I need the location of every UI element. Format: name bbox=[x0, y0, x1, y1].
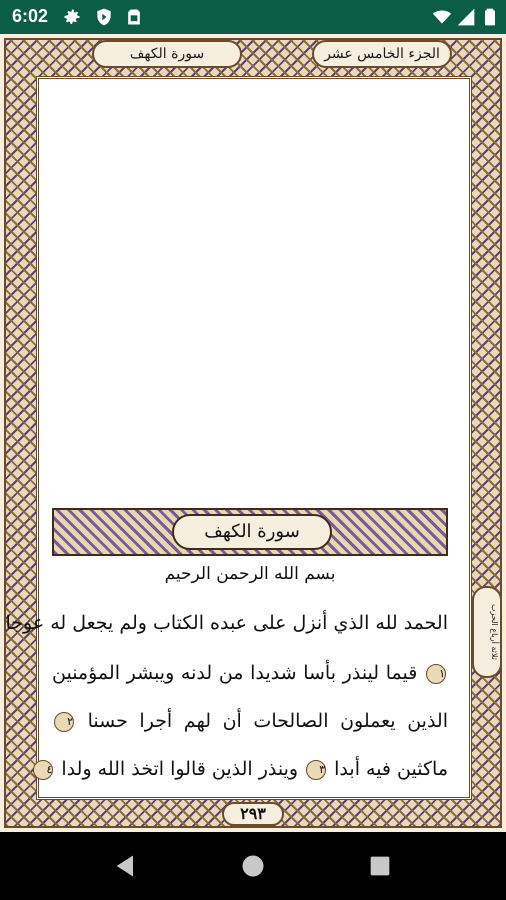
shield-icon bbox=[94, 7, 114, 27]
verse-line-4 bbox=[46, 758, 448, 780]
basmala: بسم الله الرحمن الرحيم bbox=[164, 564, 336, 584]
status-time: 6:02 bbox=[12, 6, 49, 26]
signal-icon bbox=[456, 7, 476, 27]
navigation-bar bbox=[0, 832, 506, 900]
verse-number-marker: ١ bbox=[426, 664, 446, 684]
sura-title: سورة الكهف bbox=[172, 514, 332, 550]
header-juz-label: الجزء الخامس عشر bbox=[312, 40, 452, 68]
header-sura-label: سورة الكهف bbox=[92, 40, 242, 68]
sura-banner bbox=[52, 508, 448, 556]
verse-text: وينذر الذين قالوا اتخذ الله ولدا bbox=[61, 758, 299, 780]
quran-page[interactable] bbox=[0, 34, 506, 832]
verse-number-marker: ٤ bbox=[33, 760, 53, 780]
verse-text: الحمد لله الذي أنزل على عبده الكتاب ولم يجعل له عوجا bbox=[5, 612, 448, 634]
verse-line-2 bbox=[52, 662, 448, 684]
home-button[interactable] bbox=[239, 852, 267, 880]
back-button[interactable] bbox=[112, 852, 140, 880]
verse-line-1 bbox=[5, 612, 448, 634]
verse-text: الذين يعملون الصالحات أن لهم أجرا حسنا bbox=[87, 710, 448, 732]
verse-text: قيما لينذر بأسا شديدا من لدنه ويبشر المؤمنين bbox=[52, 662, 418, 684]
verse-text: ماكثين فيه أبدا bbox=[334, 758, 448, 780]
settings-icon bbox=[62, 7, 82, 27]
sim-card-icon bbox=[124, 7, 144, 27]
battery-icon bbox=[480, 7, 500, 27]
wifi-icon bbox=[432, 7, 452, 27]
hizb-marker: ثلاثة أرباع الحزب bbox=[472, 586, 502, 678]
page-number: ٢٩٣ bbox=[222, 802, 284, 826]
status-bar bbox=[0, 0, 506, 34]
recents-button[interactable] bbox=[366, 852, 394, 880]
verse-number-marker: ٣ bbox=[306, 760, 326, 780]
page-content-area bbox=[36, 76, 472, 800]
verse-line-3 bbox=[52, 710, 448, 732]
verse-number-marker: ٢ bbox=[54, 712, 74, 732]
